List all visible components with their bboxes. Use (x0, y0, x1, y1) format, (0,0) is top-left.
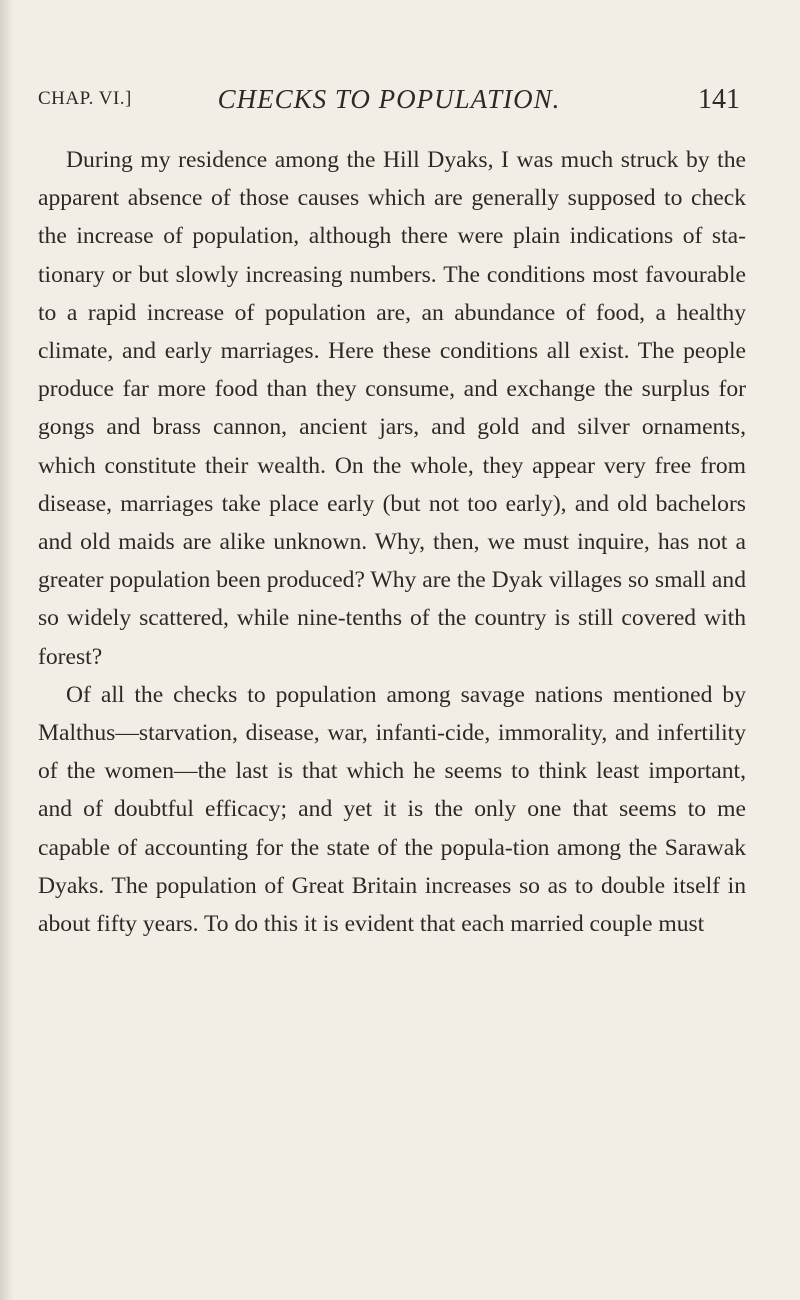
page-number: 141 (698, 84, 740, 115)
body-text (38, 141, 746, 943)
running-title: CHECKS TO POPULATION. (217, 84, 561, 114)
paragraph: Of all the checks to population among savage nations mentioned by Malthus—starvation, disease, war, infanti-cide, immorality, and infertility of the women—the last is that which he seems to think least important, and of doubtful efficacy; and yet it is the only one that seems to me capable of accounting for the state of the popula-tion among the Sarawak Dyaks. The population of Great Britain increases so as to double itself in about fifty years. To do this it is evident that each married couple must (38, 681, 746, 938)
paragraph: During my residence among the Hill Dyaks, I was much struck by the apparent absence of those causes which are generally supposed to check the increase of population, although there were plain indications of sta-tionary or but slowly increasing numbers. The conditions most favourable to a rapid increase of population are, an abundance of food, a healthy climate, and early marriages. Here these conditions all exist. The people produce far more food than they consume, and exchange the surplus for gongs and brass cannon, ancient jars, and gold and silver ornaments, which constitute their wealth. On the whole, they appear very free from disease, marriages take place early (but not too early), and old bachelors and old maids are alike unknown. Why, then, we must inquire, has not a greater population been produced? Why are the Dyak villages so small and so widely scattered, while nine-tenths of the country is still covered with forest? (38, 147, 746, 670)
page-gutter-shadow (0, 0, 14, 1300)
running-header (38, 82, 740, 122)
chapter-label: CHAP. VI.] (38, 88, 132, 109)
